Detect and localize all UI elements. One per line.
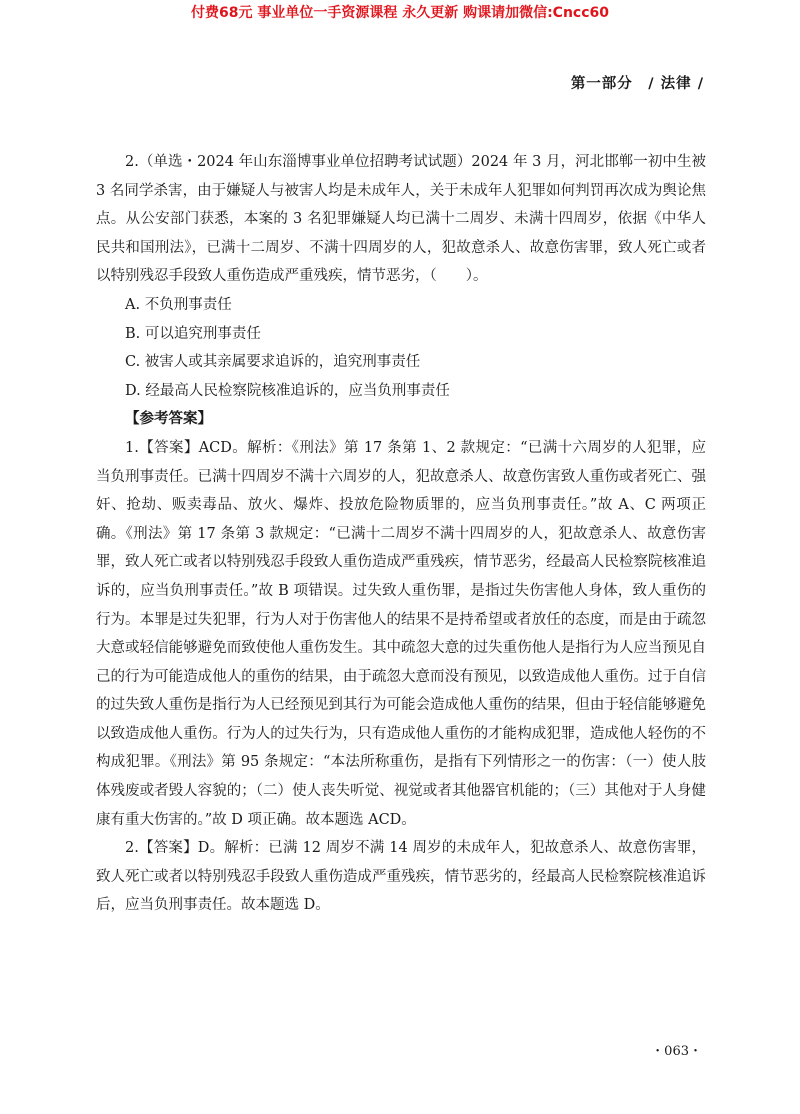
answer-2: 2.【答案】D。解析：已满 12 周岁不满 14 周岁的未成年人，犯故意杀人、故意伤害罪，致人死亡或者以特别残忍手段致人重伤造成严重残疾，情节恶劣的，经最高人民检察院核准追诉后，应当负刑事责任。故本题选 D。 <box>96 840 706 914</box>
promo-banner: 付费68元 事业单位一手资源课程 永久更新 购课请加微信:Cncc60 <box>190 5 610 21</box>
option-c: C. 被害人或其亲属要求追诉的，追究刑事责任 <box>125 354 421 371</box>
answer-1: 1.【答案】ACD。解析：《刑法》第 17 条第 1、2 款规定：“已满十六周岁的人犯罪，应当负刑事责任。已满十四周岁不满十六周岁的人，犯故意杀人、故意伤害致人重伤或者死亡、强奸、抢劫、贩卖毒品、放火、爆炸、投放危险物质罪的，应当负刑事责任。”故 A、C 两项正确。《刑法》第 17 条第 3 款规定：“已满十二周岁不满十四周岁的人，犯故意杀人、故意伤害罪，致人死亡或者以特别残忍手段致人重伤造成严重残疾，情节恶劣，经最高人民检察院核准追诉的，应当负刑事责任。”故 B 项错误。过失致人重伤罪，是指过失伤害他人身体，致人重伤的行为。本罪是过失犯罪，行为人对于伤害他人的结果不是持希望或者放任的态度，而是由于疏忽大意或轻信能够避免而致使他人重伤发生。其中疏忽大意的过失重伤他人是指行为人应当预见自己的行为可能造成他人的重伤的结果，由于疏忽大意而没有预见，以致造成他人重伤。过于自信的过失致人重伤是指行为人已经预见到其行为可能会造成他人重伤的结果，但由于轻信能够避免以致造成他人重伤。行为人的过失行为，只有造成他人重伤的才能构成犯罪，造成他人轻伤的不构成犯罪。《刑法》第 95 条规定：“本法所称重伤，是指有下列情形之一的伤害：（一）使人肢体残废或者毁人容貌的；（二）使人丧失听觉、视觉或者其他器官机能的；（三）其他对于人身健康有重大伤害的。”故 D 项正确。故本题选 ACD。 <box>96 439 706 828</box>
option-b: B. 可以追究刑事责任 <box>125 325 261 342</box>
question-stem: 2.（单选・2024 年山东淄博事业单位招聘考试试题）2024 年 3 月，河北邯郸一初中生被 3 名同学杀害，由于嫌疑人与被害人均是未成年人，关于未成年人犯罪如何判罚再次成为舆论焦点。从公安部门获悉，本案的 3 名犯罪嫌疑人均已满十二周岁、未满十四周岁，依据《中华人民共和国刑法》，已满十二周岁、不满十四周岁的人，犯故意杀人、故意伤害罪，致人死亡或者以特别残忍手段致人重伤造成严重残疾，情节恶劣，（ ）。 <box>96 154 706 285</box>
page-number: ・063・ <box>651 1044 702 1059</box>
section-header: 第一部分 / 法律 / <box>570 76 704 92</box>
option-a: A. 不负刑事责任 <box>125 296 232 313</box>
answers-heading: 【参考答案】 <box>125 411 212 428</box>
document-body <box>96 148 706 920</box>
option-d: D. 经最高人民检察院核准追诉的，应当负刑事责任 <box>125 382 450 399</box>
